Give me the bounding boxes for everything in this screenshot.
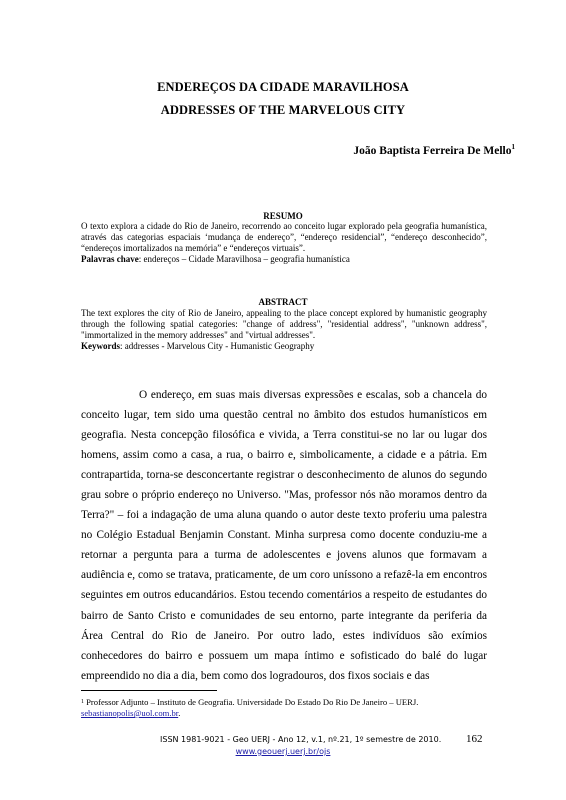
body-text: [81, 385, 487, 686]
title-english: ADDRESSES OF THE MARVELOUS CITY: [160, 103, 406, 117]
footnote-email-suffix: .: [178, 708, 181, 718]
abstract-heading: ABSTRACT: [258, 297, 308, 307]
resumo-keywords: [81, 254, 487, 265]
resumo-keywords-label: Palavras chave: [81, 254, 139, 264]
body-paragraph: O endereço, em suas mais diversas expressões e escalas, sob a chancela do conceito lugar, tem sido uma questão central no âmbito dos estudos humanísticos em geografia. Nesta concepção filosófica e vivida, a Terra constitui-se no lar ou lugar dos homens, assim como a casa, a rua, o bairro e, simbolicamente, a cidade e a pátria. Em contrapartida, torna-se desconcertante registrar o desconhecimento de alunos do segundo grau sobre o próprio endereço no Universo. "Mas, professor nós não moramos dentro da Terra?" – foi a indagação de uma aluna quando o autor deste texto proferiu uma palestra no Colégio Estadual Benjamin Constant. Minha surpresa como docente conduziu-me a retornar a pergunta para a turma de adolescentes e jovens alunos que formavam a audiência e, como se tratava, praticamente, de um coro uníssono a refazê-la em encontros seguintes em outros educandários. Estou tecendo comentários a respeito de estudantes do bairro de Santo Cristo e comunidades de seu entorno, parte integrante da periferia da Área Central do Rio de Janeiro. Por outro lado, estes indivíduos são exímios conhecedores do bairro e possuem um mapa íntimo e sofisticado do balé do lugar empreendido no dia a dia, bem como dos logradouros, dos fixos sociais e das: [81, 389, 487, 682]
abstract-keywords-label: Keywords: [81, 341, 120, 351]
page-number: 162: [466, 733, 483, 745]
footnote-mark: 1: [81, 699, 84, 705]
footer-citation: ISSN 1981-9021 - Geo UERJ - Ano 12, v.1, nº.21, 1º semestre de 2010.: [160, 735, 442, 744]
abstract-keywords-text: : addresses - Marvelous City - Humanistic Geography: [120, 341, 315, 351]
abstract-text: The text explores the city of Rio de Janeiro, appealing to the place concept explored by humanistic geography through the following spatial categories: "change of address", "residential address", "unknown address", "immortalized in the memory addresses" and "virtual addresses".: [81, 308, 487, 341]
footnote-email-link[interactable]: sebastianopolis@uol.com.br: [81, 708, 179, 718]
resumo-text: O texto explora a cidade do Rio de Janeiro, recorrendo ao conceito lugar explorado pela geografia humanística, através das categorias espaciais ‘mudança de endereço”, “endereço residencial”, “endereço desconhecido”, “endereços imortalizados na memória” e “endereços virtuais”.: [81, 221, 487, 254]
footnote-text: Professor Adjunto – Instituto de Geografia. Universidade Do Estado Do Rio De Janeiro – UERJ.: [84, 697, 419, 707]
author-footnote-mark: 1: [511, 143, 515, 151]
footnote: [81, 697, 501, 719]
title-portuguese: ENDEREÇOS DA CIDADE MARAVILHOSA: [157, 80, 409, 94]
resumo-heading: RESUMO: [263, 211, 303, 221]
resumo-keywords-text: : endereços – Cidade Maravilhosa – geografia humanística: [138, 254, 350, 264]
footer-url-link[interactable]: www.geouerj.uerj.br/ojs: [235, 747, 331, 756]
author-text: João Baptista Ferreira De Mello: [353, 145, 512, 157]
footnote-divider: [81, 690, 217, 691]
author-name: [353, 145, 515, 157]
abstract-keywords: [81, 341, 487, 352]
